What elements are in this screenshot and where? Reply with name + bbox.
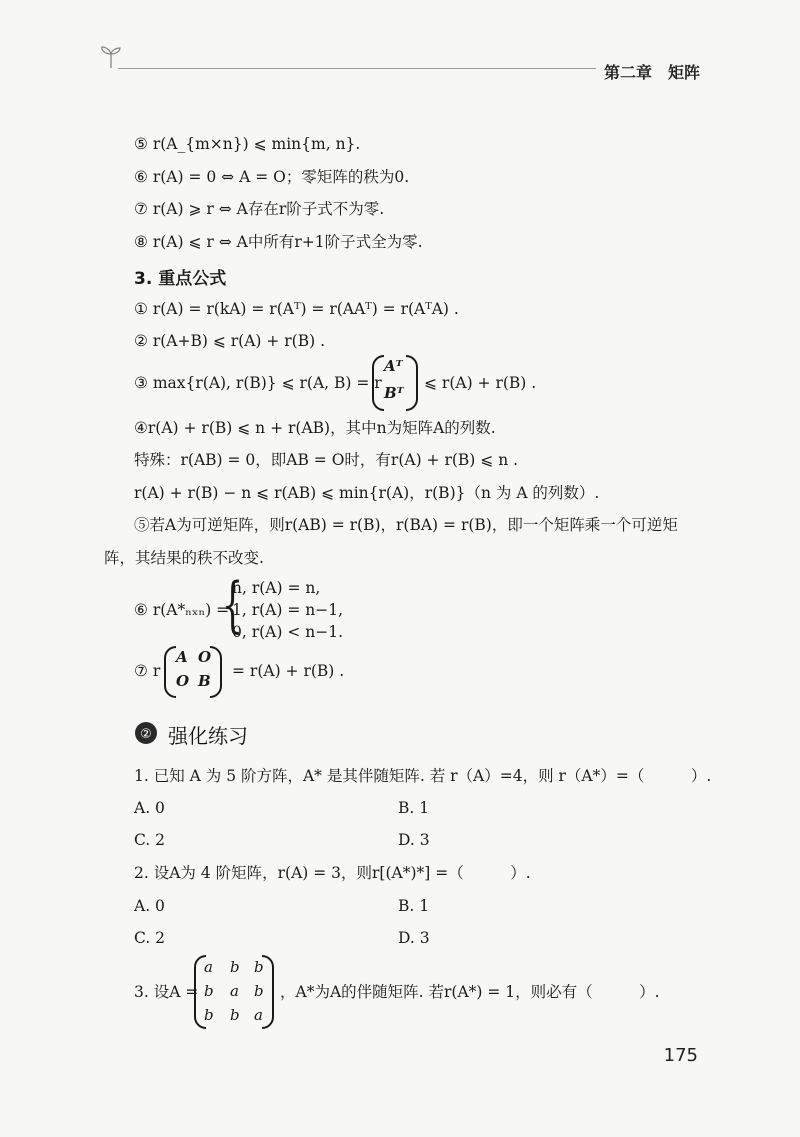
formula-5-line1: ⑤若A为可逆矩阵，则r(AB) = r(B)，r(BA) = r(B)，即一个矩阵乘一个可逆矩 — [134, 516, 678, 534]
option-b: B. 1 — [398, 799, 430, 817]
option-b: B. 1 — [398, 897, 430, 915]
matrix-right-paren — [262, 955, 274, 1029]
formula-2: ② r(A+B) ⩽ r(A) + r(B) . — [134, 332, 326, 350]
formula-1: ① r(A) = r(kA) = r(Aᵀ) = r(AAᵀ) = r(AᵀA) . — [134, 300, 459, 318]
formula-3-left: ③ max{r(A), r(B)} ⩽ r(A, B) = r — [134, 374, 382, 392]
question-3-left: 3. 设A = — [134, 983, 199, 1001]
practice-heading: 强化练习 — [168, 724, 248, 748]
option-d: D. 3 — [398, 831, 430, 849]
header-rule — [118, 68, 596, 69]
matrix-cell: B — [198, 672, 211, 690]
matrix-cell: O — [176, 672, 190, 690]
matrix-cell: Aᵀ — [384, 357, 403, 375]
question-1: 1. 已知 A 为 5 阶方阵，A* 是其伴随矩阵. 若 r（A）=4，则 r（A*）=（ ）. — [134, 767, 712, 785]
formula-5-line2: 阵，其结果的秩不改变. — [104, 549, 264, 567]
section-heading: 3. 重点公式 — [134, 269, 227, 289]
matrix-cell: O — [198, 648, 212, 666]
matrix-cell: b — [204, 982, 214, 1000]
case-1: n, r(A) = n, — [232, 579, 321, 597]
piecewise-brace: { — [222, 570, 244, 640]
matrix-cell: b — [204, 1006, 214, 1024]
matrix-cell: b — [254, 958, 264, 976]
option-c: C. 2 — [134, 831, 166, 849]
matrix-cell: a — [254, 1006, 263, 1024]
matrix-right-paren — [210, 646, 222, 698]
svg-text:②: ② — [140, 727, 152, 742]
case-2: 1, r(A) = n−1, — [232, 601, 344, 619]
special-case: 特殊：r(AB) = 0，即AB = O时，有r(A) + r(B) ⩽ n . — [134, 451, 519, 469]
option-a: A. 0 — [134, 799, 165, 817]
formula-6-label: ⑥ r(A*ₙₓₙ) = — [134, 601, 230, 619]
option-d: D. 3 — [398, 929, 430, 947]
case-3: 0, r(A) < n−1. — [232, 623, 344, 641]
formula-7-right: = r(A) + r(B) . — [232, 662, 345, 680]
rank-inequality: r(A) + r(B) − n ⩽ r(AB) ⩽ min{r(A)，r(B)}（n 为 A 的列数）. — [134, 484, 600, 502]
sprout-icon — [98, 44, 124, 70]
page-number: 175 — [663, 1045, 698, 1066]
property-5: ⑤ r(A_{m×n}) ⩽ min{m, n}. — [134, 135, 361, 153]
matrix-cell: b — [230, 958, 240, 976]
formula-3-right: ⩽ r(A) + r(B) . — [424, 374, 537, 392]
matrix-cell: b — [230, 1006, 240, 1024]
question-3-right: ，A*为A的伴随矩阵. 若r(A*) = 1，则必有（ ）. — [280, 983, 660, 1001]
matrix-cell: A — [176, 648, 188, 666]
matrix-cell: b — [254, 982, 264, 1000]
formula-4: ④r(A) + r(B) ⩽ n + r(AB)，其中n为矩阵A的列数. — [134, 419, 496, 437]
property-8: ⑧ r(A) ⩽ r ⇔ A中所有r+1阶子式全为零. — [134, 233, 423, 251]
matrix-cell: Bᵀ — [384, 384, 404, 402]
matrix-left-paren — [164, 646, 176, 698]
option-a: A. 0 — [134, 897, 165, 915]
formula-7-label: ⑦ r — [134, 662, 161, 680]
matrix-left-paren — [372, 355, 384, 411]
option-c: C. 2 — [134, 929, 166, 947]
matrix-right-paren — [406, 355, 418, 411]
chapter-title: 第二章 矩阵 — [603, 63, 700, 82]
matrix-cell: a — [230, 982, 239, 1000]
question-2: 2. 设A为 4 阶矩阵，r(A) = 3，则r[(A*)*] =（ ）. — [134, 864, 531, 882]
section-badge-icon — [134, 721, 158, 745]
matrix-cell: a — [204, 958, 213, 976]
property-7: ⑦ r(A) ⩾ r ⇔ A存在r阶子式不为零. — [134, 200, 385, 218]
property-6: ⑥ r(A) = 0 ⇔ A = O；零矩阵的秩为0. — [134, 168, 410, 186]
